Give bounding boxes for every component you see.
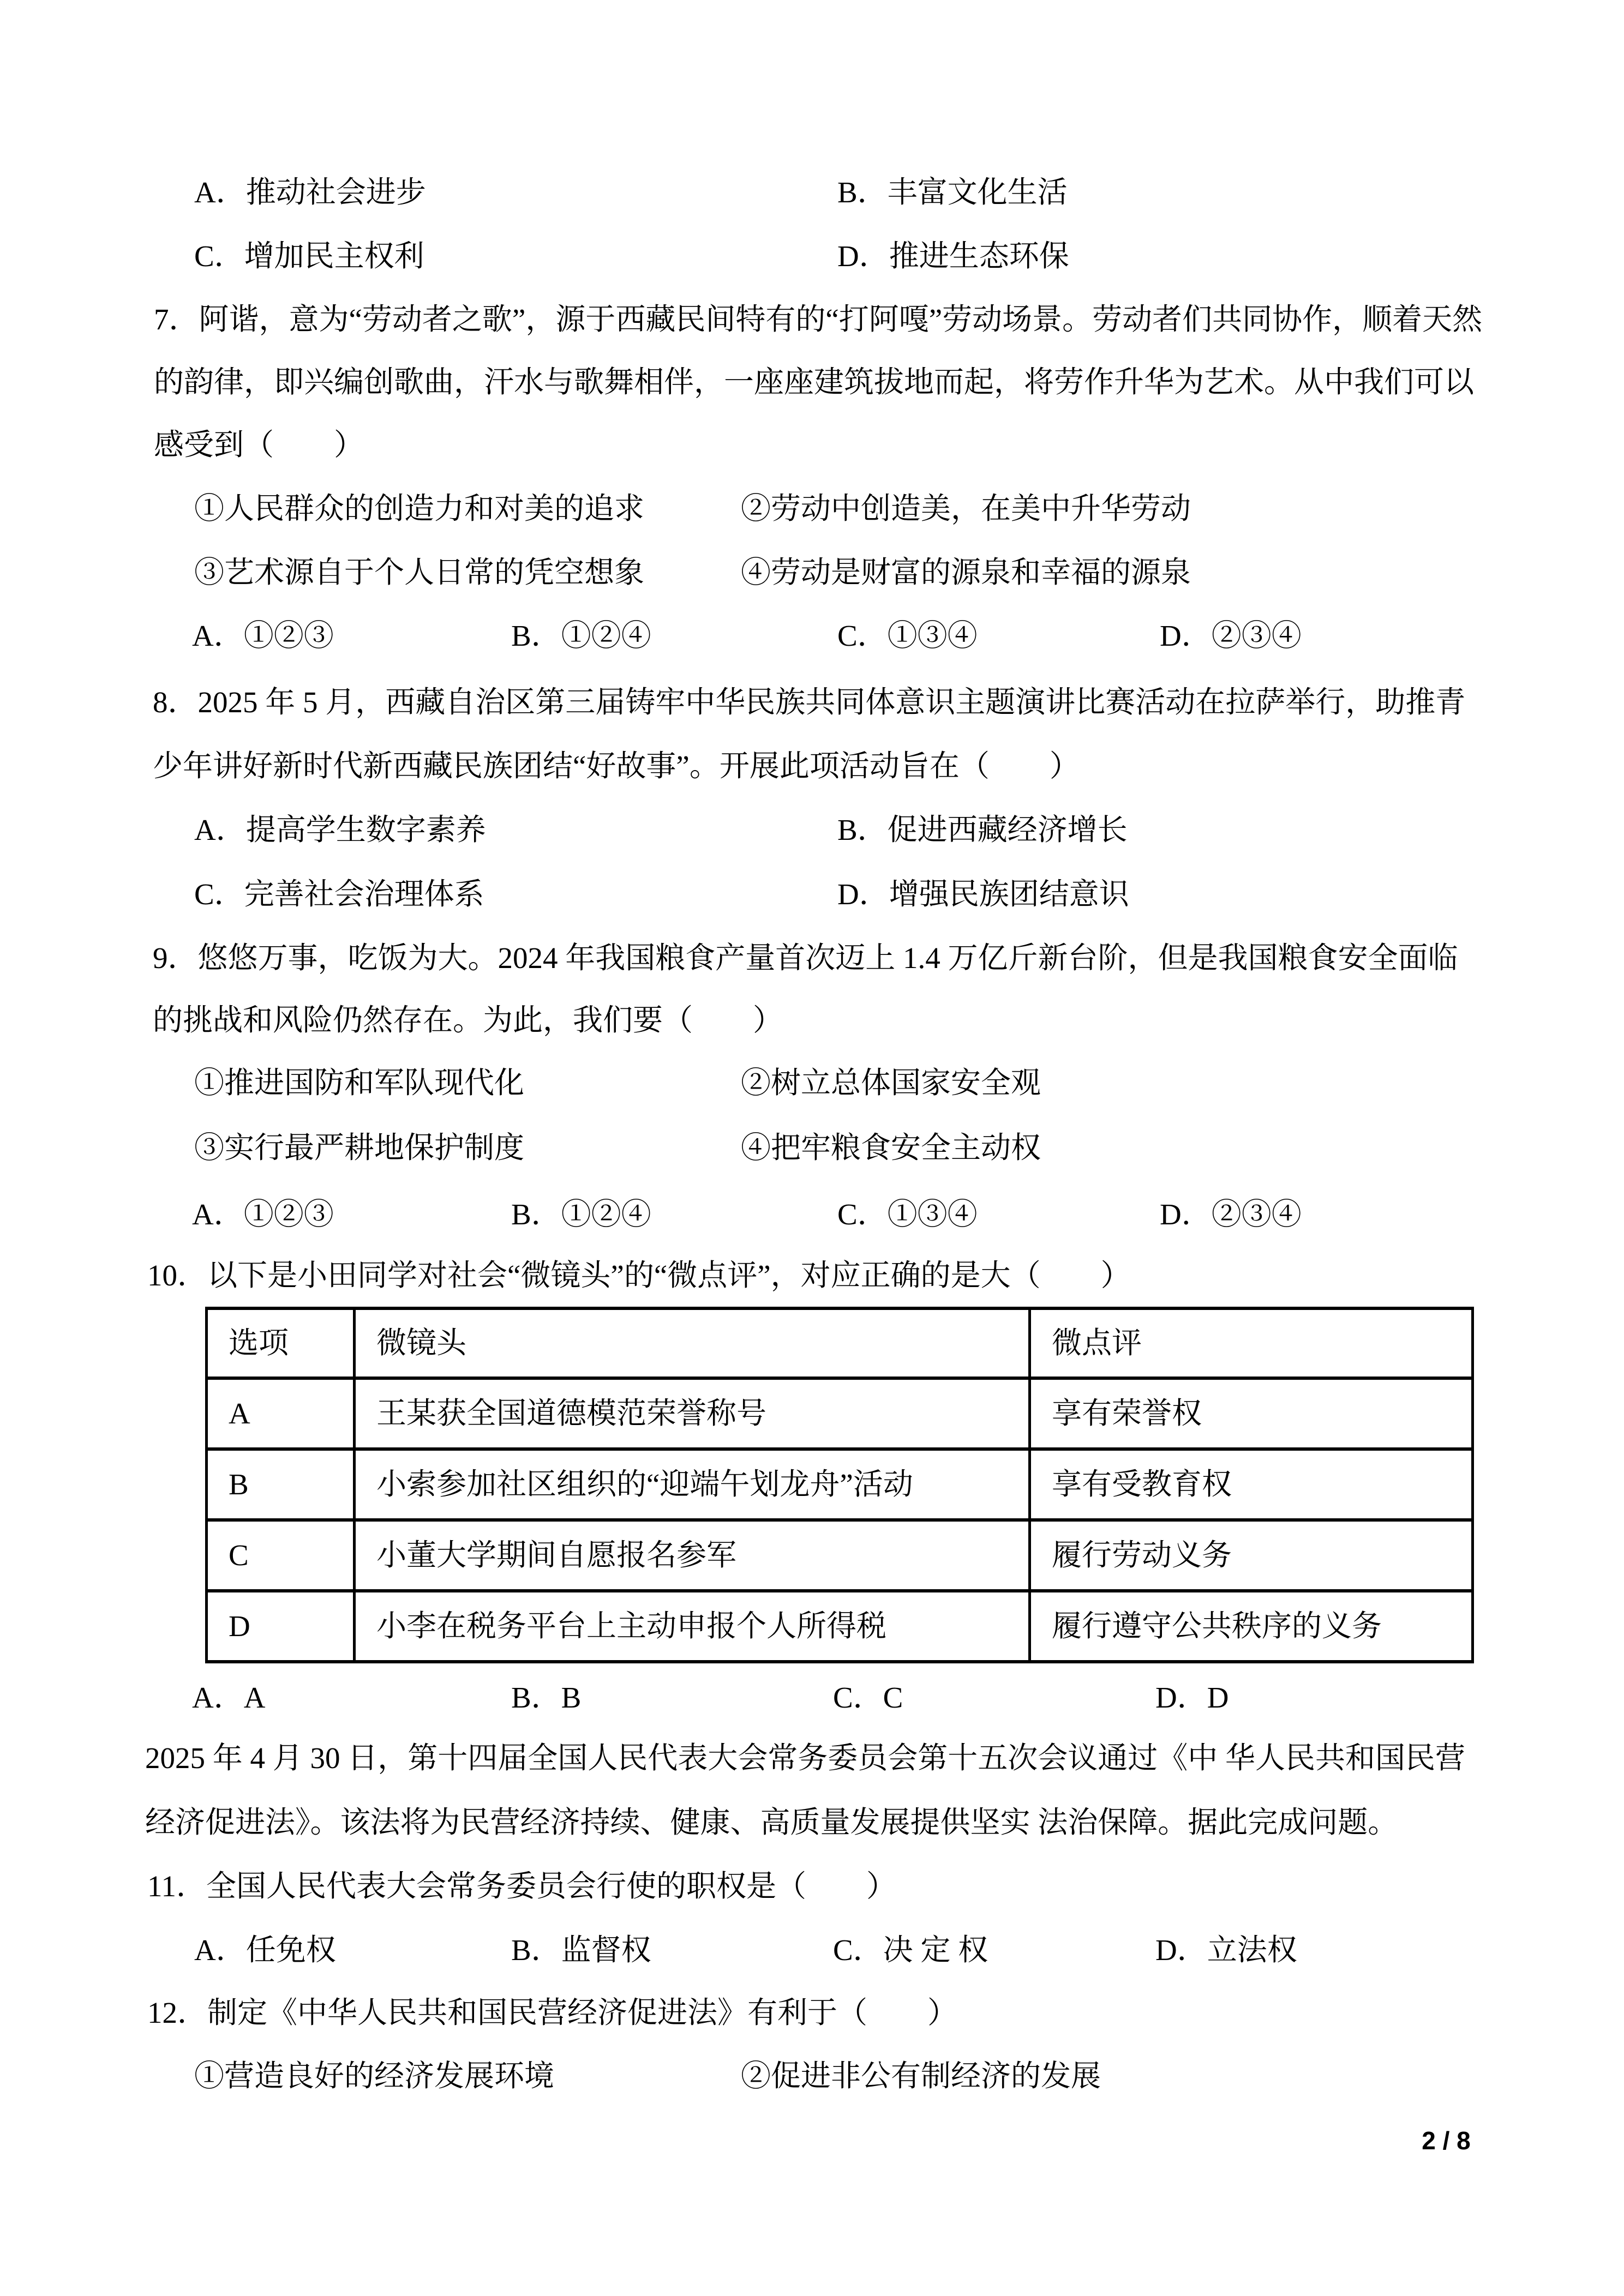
q12-statement-1: ①营造良好的经济发展环境 [194, 2059, 555, 2093]
q10-table-row-b [207, 1449, 1473, 1520]
q9-choice-d: D．②③④ [1160, 1198, 1302, 1231]
q11-choice-d: D．立法权 [1155, 1933, 1297, 1967]
q10-choice-c: C．C [833, 1681, 903, 1714]
q7-choice-b: B．①②④ [511, 619, 651, 652]
passage-line-2: 经济促进法》。该法将为民营经济持续、健康、高质量发展提供坚实 法治保障。据此完成问题。 [145, 1806, 1398, 1839]
q10-table-header-row [207, 1308, 1473, 1378]
q9-statement-2: ②树立总体国家安全观 [741, 1066, 1041, 1099]
prev-question-choice-c: C．增加民主权利 [194, 239, 424, 273]
q10-row-a-scene: 王某获全国道德模范荣誉称号 [355, 1378, 1030, 1449]
prev-question-choice-d: D．推进生态环保 [837, 239, 1069, 273]
q10-row-b-label: B [207, 1449, 355, 1520]
q8-choice-a: A．提高学生数字素养 [194, 813, 486, 846]
q9-statement-4: ④把牢粮食安全主动权 [741, 1131, 1041, 1164]
q12-stem: 12．制定《中华人民共和国民营经济促进法》有利于（ ） [147, 1996, 958, 2029]
q10-choice-d: D．D [1155, 1681, 1229, 1714]
q10-choice-b: B．B [511, 1681, 582, 1714]
q9-statement-3: ③实行最严耕地保护制度 [194, 1131, 525, 1164]
q7-stem-line-2: 的韵律，即兴编创歌曲，汗水与歌舞相伴，一座座建筑拔地而起，将劳作升华为艺术。从中我们可以 [154, 365, 1475, 399]
q8-stem-line-1: 8．2025 年 5 月，西藏自治区第三届铸牢中华民族共同体意识主题演讲比赛活动在拉萨举行，助推青 [153, 686, 1466, 719]
q10-row-c-scene: 小董大学期间自愿报名参军 [355, 1520, 1030, 1591]
q8-stem-line-2: 少年讲好新时代新西藏民族团结“好故事”。开展此项活动旨在（ ） [153, 749, 1080, 783]
q9-choice-a: A．①②③ [192, 1198, 334, 1231]
q9-stem-line-2: 的挑战和风险仍然存在。为此，我们要（ ） [153, 1003, 783, 1037]
q10-row-d-comment: 履行遵守公共秩序的义务 [1030, 1591, 1473, 1662]
q10-table-row-d [207, 1591, 1473, 1662]
q10-table-row-c [207, 1520, 1473, 1591]
q10-table [205, 1307, 1474, 1663]
q10-row-b-comment: 享有受教育权 [1030, 1449, 1473, 1520]
q8-choice-d: D．增强民族团结意识 [837, 877, 1129, 911]
q7-stem-line-1: 7．阿谐，意为“劳动者之歌”，源于西藏民间特有的“打阿嘎”劳动场景。劳动者们共同协作，顺着天然 [154, 303, 1483, 336]
prev-question-choice-a: A．推动社会进步 [194, 176, 426, 209]
q10-row-a-comment: 享有荣誉权 [1030, 1378, 1473, 1449]
q7-choice-a: A．①②③ [192, 619, 334, 652]
q7-statement-1: ①人民群众的创造力和对美的追求 [194, 492, 645, 525]
q9-stem-line-1: 9．悠悠万事，吃饭为大。2024 年我国粮食产量首次迈上 1.4 万亿斤新台阶，但是我国粮食安全面临 [153, 941, 1458, 975]
q10-table-header-option: 选项 [207, 1308, 355, 1378]
q10-table-row-a [207, 1378, 1473, 1449]
page-number: 2 / 8 [1422, 2126, 1471, 2155]
q10-table-header-scene: 微镜头 [355, 1308, 1030, 1378]
q11-stem: 11．全国人民代表大会常务委员会行使的职权是（ ） [147, 1870, 896, 1903]
q12-statement-2: ②促进非公有制经济的发展 [741, 2059, 1101, 2093]
q7-stem-line-3: 感受到（ ） [154, 428, 364, 461]
q11-choice-b: B．监督权 [511, 1933, 651, 1967]
q11-choice-a: A．任免权 [194, 1933, 336, 1967]
q7-choice-d: D．②③④ [1160, 619, 1302, 652]
q10-row-c-label: C [207, 1520, 355, 1591]
q9-choice-c: C．①③④ [837, 1198, 978, 1231]
q9-statement-1: ①推进国防和军队现代化 [194, 1066, 525, 1099]
prev-question-choice-b: B．丰富文化生活 [837, 176, 1068, 209]
q7-choice-c: C．①③④ [837, 619, 978, 652]
q8-choice-b: B．促进西藏经济增长 [837, 813, 1128, 846]
q10-row-b-scene: 小索参加社区组织的“迎端午划龙舟”活动 [355, 1449, 1030, 1520]
q7-statement-2: ②劳动中创造美，在美中升华劳动 [741, 492, 1191, 525]
q8-choice-c: C．完善社会治理体系 [194, 877, 484, 911]
q10-table-header-comment: 微点评 [1030, 1308, 1473, 1378]
q7-statement-3: ③艺术源自于个人日常的凭空想象 [194, 556, 645, 589]
q10-choice-a: A．A [192, 1681, 266, 1714]
q11-choice-c: C．决 定 权 [833, 1933, 988, 1967]
q7-statement-4: ④劳动是财富的源泉和幸福的源泉 [741, 556, 1191, 589]
q10-stem: 10．以下是小田同学对社会“微镜头”的“微点评”，对应正确的是大（ ） [147, 1259, 1131, 1292]
q10-row-d-label: D [207, 1591, 355, 1662]
q9-choice-b: B．①②④ [511, 1198, 651, 1231]
passage-line-1: 2025 年 4 月 30 日，第十四届全国人民代表大会常务委员会第十五次会议通过《中 华人民共和国民营 [145, 1741, 1466, 1775]
q10-row-c-comment: 履行劳动义务 [1030, 1520, 1473, 1591]
q10-row-a-label: A [207, 1378, 355, 1449]
q10-row-d-scene: 小李在税务平台上主动申报个人所得税 [355, 1591, 1030, 1662]
